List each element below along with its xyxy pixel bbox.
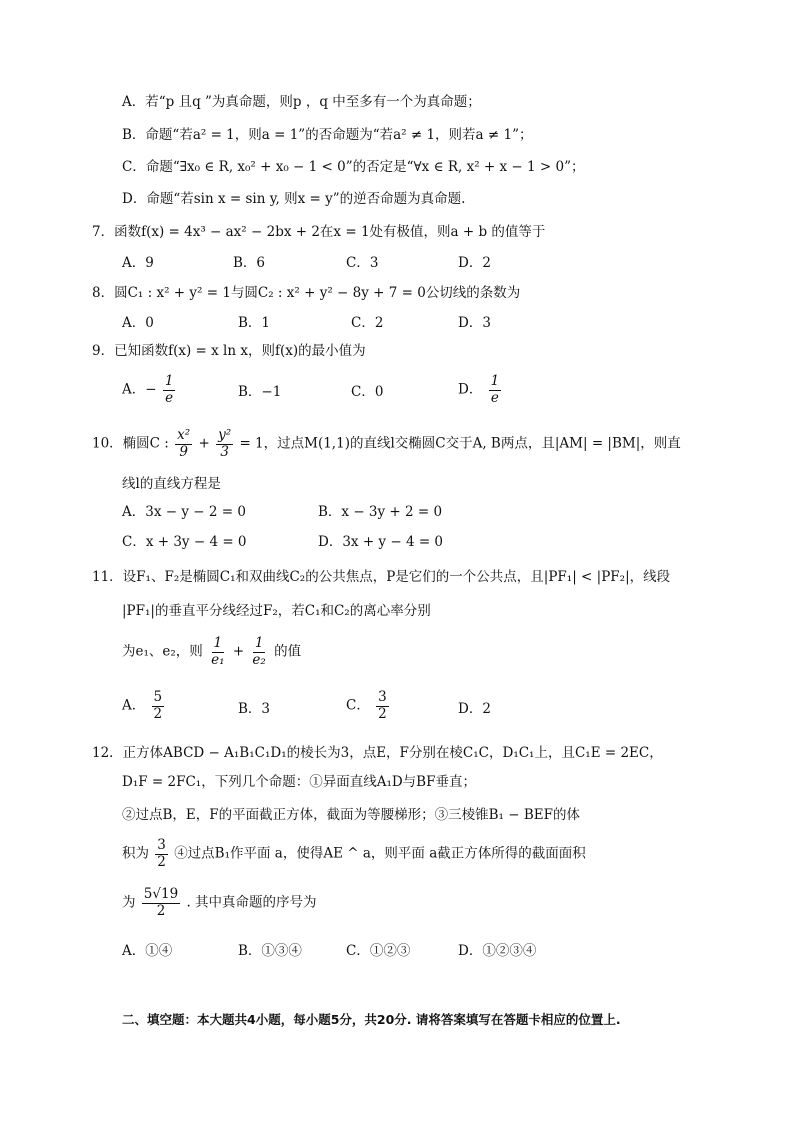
q11-option-c: [346, 690, 391, 722]
q12-fraction-volume: $\frac{3}{2}$: [157, 837, 166, 870]
q10-stem: [92, 428, 681, 460]
q12-line4-prefix: 积为: [122, 845, 149, 862]
q12-line5: [122, 887, 317, 919]
section-fill-in-heading: 二、填空题：本大题共4小题，每小题5分，共20分. 请将答案填写在答题卡相应的位置上.: [122, 1012, 621, 1027]
q9-option-b: B．−1: [238, 384, 282, 400]
q8-option-d: D．3: [458, 315, 491, 331]
q12-line5-prefix: 为: [122, 894, 136, 911]
q12-line3: ②过点B，E，F的平面截正方体，截面为等腰梯形；③三棱锥B₁ − BEF的体: [122, 807, 581, 823]
q10-prefix: 10．椭圆C :: [92, 435, 169, 452]
q9-option-a-prefix: A．−: [122, 381, 157, 398]
q8-option-a: A．0: [122, 315, 154, 331]
q7-stem: 7．函数f(x) = 4x³ − ax² − 2bx + 2在x = 1处有极值，则a + b 的值等于: [92, 224, 546, 240]
q6-option-a: A．若“p 且q ”为真命题，则p ，q 中至多有一个为真命题；: [122, 94, 481, 110]
q10-option-c: C．x + 3y − 4 = 0: [122, 534, 247, 550]
q11-option-d: D．2: [458, 701, 491, 717]
q7-option-a: A．9: [122, 255, 154, 271]
q11-fraction-e1: $\frac{1}{\text{e₁}}$: [211, 635, 225, 668]
q8-option-c: C．2: [351, 315, 384, 331]
q12-line5-suffix: . 其中真命题的序号为: [186, 894, 317, 911]
q12-option-c: C．①②③: [346, 943, 411, 959]
q9-option-d-prefix: D．: [458, 381, 483, 398]
q11-fraction-e2: $\frac{1}{\text{e₂}}$: [252, 635, 266, 668]
q10-line2: 线l的直线方程是: [122, 476, 221, 492]
q9-stem: 9．已知函数f(x) = x ln x，则f(x)的最小值为: [92, 343, 366, 359]
q11-line2: |PF₁|的垂直平分线经过F₂，若C₁和C₂的离心率分别: [122, 603, 431, 619]
q11-line3-suffix: 的值: [274, 643, 302, 660]
q10-plus: +: [198, 435, 210, 452]
q9-option-a: [122, 374, 177, 406]
q11-option-a-prefix: A．: [122, 697, 146, 714]
q11-plus: +: [232, 643, 245, 660]
q8-stem: 8．圆C₁ : x² + y² = 1与圆C₂ : x² + y² − 8y + 7 = 0公切线的条数为: [92, 285, 521, 301]
q7-option-d: D．2: [458, 255, 491, 271]
q8-option-b: B．1: [238, 315, 271, 331]
q12-line2: D₁F = 2FC₁，下列几个命题：①异面直线A₁D与BF垂直；: [122, 774, 476, 790]
q12-line4-suffix: ④过点B₁作平面 a，使得AE ^ a，则平面 a截正方体所得的截面面积: [174, 845, 586, 862]
q11-line3: [122, 636, 301, 668]
q6-option-d: D．命题“若sin x = sin y, 则x = y”的逆否命题为真命题.: [122, 191, 466, 207]
q11-option-c-prefix: C．: [346, 697, 370, 714]
q11-line3-prefix: 为e₁、e₂，则: [122, 643, 203, 660]
q12-fraction-area: $\frac{5√19}{2}$: [143, 886, 179, 919]
q11-option-b: B．3: [238, 701, 271, 717]
q11-option-a: [122, 690, 166, 722]
q11-option-c-fraction: $\frac{3}{2}$: [378, 689, 387, 722]
q9-option-d: [458, 374, 503, 406]
q9-option-d-fraction: $\frac{1}{e}$: [490, 373, 500, 406]
q6-option-c: C．命题“∃x₀ ∈ R, x₀² + x₀ − 1 < 0”的否定是“∀x ∈ R, x² + x − 1 > 0”；: [122, 159, 585, 175]
q7-option-b: B．6: [233, 255, 266, 271]
q9-option-c: C．0: [351, 384, 384, 400]
q10-fraction-y: $\frac{\text{y²}}{3}$: [218, 427, 232, 460]
q10-fraction-x: $\frac{\text{x²}}{9}$: [177, 427, 191, 460]
q10-rest: = 1，过点M(1,1)的直线l交椭圆C交于A, B两点，且|AM| = |BM|，则直: [239, 435, 681, 452]
q12-line1: 12．正方体ABCD − A₁B₁C₁D₁的棱长为3，点E，F分别在棱C₁C，D₁C₁上，且C₁E = 2EC，: [92, 745, 663, 761]
q11-option-a-fraction: $\frac{5}{2}$: [153, 689, 163, 722]
q7-option-c: C．3: [346, 255, 379, 271]
q11-line1: 11．设F₁、F₂是椭圆C₁和双曲线C₂的公共焦点，P是它们的一个公共点，且|PF₁| < |PF₂|，线段: [92, 569, 671, 585]
q9-option-a-fraction: $\frac{1}{e}$: [164, 373, 174, 406]
q12-option-a: A．①④: [122, 943, 173, 959]
q12-option-b: B．①③④: [238, 943, 302, 959]
q10-option-a: A．3x − y − 2 = 0: [122, 504, 246, 520]
q6-option-b: B．命题“若a² = 1，则a = 1”的否命题为“若a² ≠ 1，则若a ≠ 1”；: [122, 127, 533, 143]
q12-option-d: D．①②③④: [458, 943, 537, 959]
q10-option-b: B．x − 3y + 2 = 0: [318, 504, 443, 520]
q10-option-d: D．3x + y − 4 = 0: [318, 534, 444, 550]
q12-line4: [122, 838, 586, 870]
